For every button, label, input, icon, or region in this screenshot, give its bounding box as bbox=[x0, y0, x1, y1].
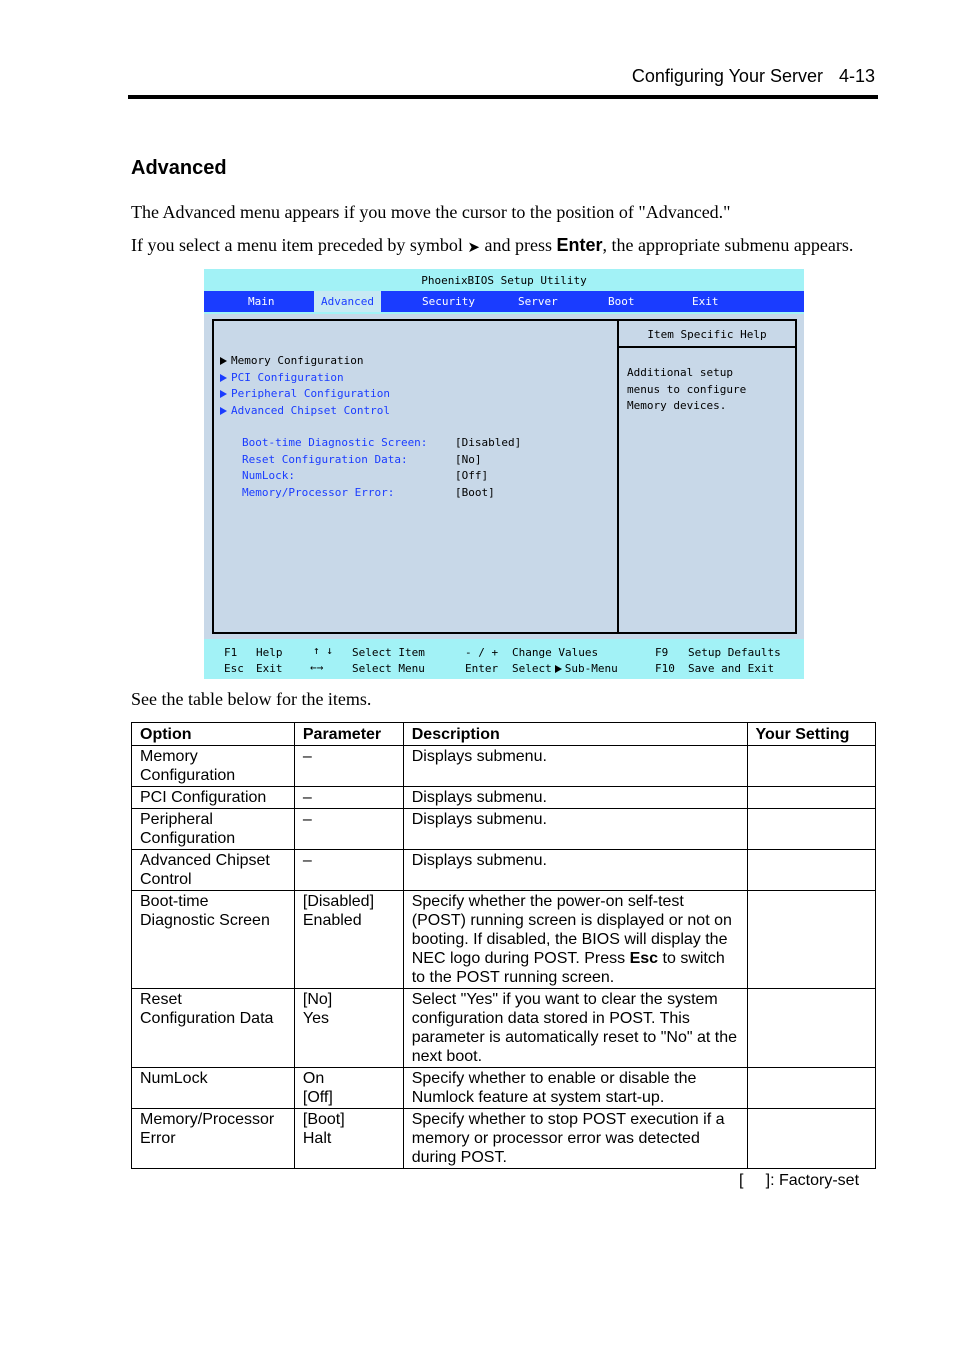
intro-text-c: , the appropriate submenu appears. bbox=[602, 235, 854, 255]
table-row bbox=[132, 891, 876, 989]
select-item-label: Select Item bbox=[352, 646, 425, 659]
cell-setting bbox=[747, 989, 875, 1068]
header-title: Configuring Your Server bbox=[631, 66, 823, 86]
col-option: Option bbox=[132, 723, 295, 746]
submenu-peripheral-configuration[interactable]: Peripheral Configuration bbox=[220, 387, 390, 400]
menu-server[interactable]: Server bbox=[518, 295, 558, 308]
intro-line-1: The Advanced menu appears if you move the cursor to the position of "Advanced." bbox=[131, 202, 731, 222]
minus-plus-keys: - / + bbox=[465, 646, 499, 659]
cell-parameter: – bbox=[294, 787, 403, 809]
cell-setting bbox=[747, 1068, 875, 1109]
cell-parameter: [Disabled] Enabled bbox=[294, 891, 403, 989]
option-value-numlock[interactable]: [Off] bbox=[455, 469, 489, 482]
cell-option: Peripheral Configuration bbox=[132, 809, 295, 850]
cell-description: Displays submenu. bbox=[403, 850, 747, 891]
key-f10: F10 bbox=[655, 662, 675, 675]
submenu-triangle-icon bbox=[220, 407, 227, 415]
table-row bbox=[132, 809, 876, 850]
header-rule bbox=[128, 95, 878, 99]
col-your-setting: Your Setting bbox=[747, 723, 875, 746]
table-row bbox=[132, 787, 876, 809]
setup-defaults-label: Setup Defaults bbox=[688, 646, 781, 659]
bios-screen bbox=[204, 269, 804, 679]
cell-parameter: [No] Yes bbox=[294, 989, 403, 1068]
option-label-numlock: NumLock: bbox=[242, 469, 295, 482]
cell-parameter: On [Off] bbox=[294, 1068, 403, 1109]
menu-security[interactable]: Security bbox=[422, 295, 475, 308]
cell-parameter: [Boot] Halt bbox=[294, 1109, 403, 1169]
submenu-pci-configuration[interactable]: PCI Configuration bbox=[220, 371, 344, 384]
key-exit-label: Exit bbox=[256, 662, 283, 675]
key-esc: Esc bbox=[224, 662, 244, 675]
cell-setting bbox=[747, 746, 875, 787]
bios-frame bbox=[212, 319, 797, 634]
help-line-1: Additional setup bbox=[627, 366, 733, 379]
cell-description: Displays submenu. bbox=[403, 809, 747, 850]
cell-setting bbox=[747, 1109, 875, 1169]
cell-description: Specify whether the power-on self-test (POST) running screen is displayed or not on booting. If disabled, the BIOS will display the NEC logo during POST. Press Esc to switch to the POST running screen. bbox=[403, 891, 747, 989]
esc-key-label: Esc bbox=[629, 950, 659, 967]
submenu-memory-configuration[interactable]: Memory Configuration bbox=[220, 354, 363, 367]
table-row bbox=[132, 746, 876, 787]
option-value-boot-time[interactable]: [Disabled] bbox=[455, 436, 522, 449]
cell-setting bbox=[747, 787, 875, 809]
help-line-3: Memory devices. bbox=[627, 399, 727, 412]
submenu-arrow-icon: ➤ bbox=[467, 240, 480, 256]
cell-option: PCI Configuration bbox=[132, 787, 295, 809]
intro-text-a: If you select a menu item preceded by symbol bbox=[131, 235, 463, 255]
select-menu-label: Select Menu bbox=[352, 662, 425, 675]
section-title: Advanced bbox=[131, 157, 227, 179]
cell-parameter: – bbox=[294, 850, 403, 891]
key-enter: Enter bbox=[465, 662, 499, 675]
submenu-triangle-icon bbox=[555, 665, 562, 673]
option-label-boot-time: Boot-time Diagnostic Screen: bbox=[242, 436, 428, 449]
intro-line-2 bbox=[131, 235, 853, 256]
bios-body bbox=[204, 314, 804, 639]
cell-setting bbox=[747, 891, 875, 989]
bios-menubar bbox=[204, 291, 804, 312]
option-value-mem-proc-error[interactable]: [Boot] bbox=[455, 486, 495, 499]
cell-option: NumLock bbox=[132, 1068, 295, 1109]
col-description: Description bbox=[403, 723, 747, 746]
cell-description: Specify whether to stop POST execution if a memory or processor error was detected during POST. bbox=[403, 1109, 747, 1169]
save-exit-label: Save and Exit bbox=[688, 662, 775, 675]
cell-setting bbox=[747, 850, 875, 891]
cell-setting bbox=[747, 809, 875, 850]
select-submenu-label: Select Sub-Menu bbox=[512, 662, 618, 675]
submenu-triangle-icon bbox=[220, 374, 227, 382]
table-intro: See the table below for the items. bbox=[131, 689, 372, 709]
cell-option: Advanced Chipset Control bbox=[132, 850, 295, 891]
cell-option: Boot-time Diagnostic Screen bbox=[132, 891, 295, 989]
option-label-reset-config: Reset Configuration Data: bbox=[242, 453, 408, 466]
help-divider bbox=[617, 321, 619, 632]
bios-title: PhoenixBIOS Setup Utility bbox=[421, 274, 587, 287]
table-row bbox=[132, 850, 876, 891]
options-table bbox=[131, 722, 876, 1169]
menu-advanced[interactable]: Advanced bbox=[314, 291, 381, 312]
cell-description: Specify whether to enable or disable the Numlock feature at system start-up. bbox=[403, 1068, 747, 1109]
enter-key-label: Enter bbox=[556, 235, 603, 255]
menu-boot[interactable]: Boot bbox=[608, 295, 635, 308]
col-parameter: Parameter bbox=[294, 723, 403, 746]
table-row bbox=[132, 989, 876, 1068]
submenu-triangle-icon bbox=[220, 390, 227, 398]
table-header-row bbox=[132, 723, 876, 746]
table-row bbox=[132, 1068, 876, 1109]
option-value-reset-config[interactable]: [No] bbox=[455, 453, 482, 466]
running-header bbox=[632, 66, 875, 87]
change-values-label: Change Values bbox=[512, 646, 599, 659]
table-row bbox=[132, 1109, 876, 1169]
cell-description: Select "Yes" if you want to clear the system configuration data stored in POST. This parameter is automatically reset to "No" at the next boot. bbox=[403, 989, 747, 1068]
cell-description: Displays submenu. bbox=[403, 787, 747, 809]
key-help-label: Help bbox=[256, 646, 283, 659]
key-f1: F1 bbox=[224, 646, 238, 659]
cell-description: Displays submenu. bbox=[403, 746, 747, 787]
help-title: Item Specific Help bbox=[647, 328, 767, 341]
footnote-factory-set: [ ]: Factory-set bbox=[739, 1172, 860, 1189]
cell-parameter: – bbox=[294, 746, 403, 787]
page-number: 4-13 bbox=[838, 66, 875, 86]
option-label-mem-proc-error: Memory/Processor Error: bbox=[242, 486, 395, 499]
bios-footer bbox=[204, 640, 804, 679]
updown-arrows-icon: ↑ ↓ bbox=[313, 644, 333, 657]
help-title-box bbox=[619, 321, 795, 348]
intro-text-b: and press bbox=[484, 235, 552, 255]
submenu-triangle-icon bbox=[220, 357, 227, 365]
menu-main[interactable]: Main bbox=[248, 295, 275, 308]
cell-option: Memory/Processor Error bbox=[132, 1109, 295, 1169]
key-f9: F9 bbox=[655, 646, 669, 659]
help-line-2: menus to configure bbox=[627, 383, 747, 396]
cell-option: Reset Configuration Data bbox=[132, 989, 295, 1068]
cell-option: Memory Configuration bbox=[132, 746, 295, 787]
leftright-arrows-icon: ←→ bbox=[310, 661, 324, 674]
submenu-advanced-chipset-control[interactable]: Advanced Chipset Control bbox=[220, 404, 390, 417]
menu-exit[interactable]: Exit bbox=[692, 295, 719, 308]
cell-parameter: – bbox=[294, 809, 403, 850]
